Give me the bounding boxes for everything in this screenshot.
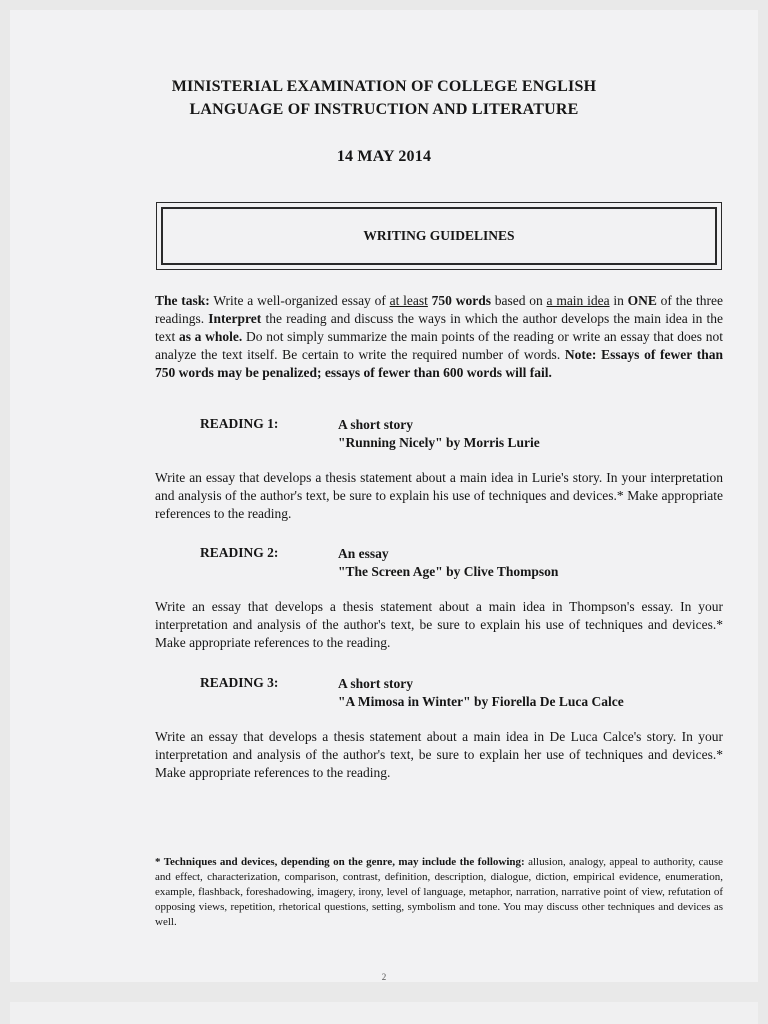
exam-title-line-1: MINISTERIAL EXAMINATION OF COLLEGE ENGLISH: [171, 78, 597, 95]
word-count-note: Note: Essays of fewer than 750 words may be penalized; essays of fewer than 600 words will fail.: [155, 347, 723, 380]
at-least-emphasis: at least: [389, 293, 428, 308]
footnote-lead: * Techniques and devices, depending on the genre, may include the following:: [155, 856, 525, 868]
reading-2-title: "The Screen Age" by Clive Thompson: [338, 564, 559, 579]
reading-3-type: A short story: [338, 676, 413, 691]
task-label: The task:: [155, 293, 210, 308]
reading-3-label: READING 3:: [200, 675, 279, 690]
footnote-body: allusion, analogy, appeal to authority, cause and effect, characterization, comparison, contrast, definition, description, dialogue, diction, empirical evidence, enumeration, example, flashback, foreshadowing, imagery, irony, level of language, metaphor, narration, narrative point of view, refutation of opposing views, repetition, rhetorical questions, setting, symbolism and tone. You may discuss other techniques and devices as well.: [155, 856, 724, 928]
reading-3-instructions: Write an essay that develops a thesis statement about a main idea in De Luca Calce's story. In your interpretation and analysis of the author's text, be sure to explain her use of techniques and devices.* Make appropriate references to the reading.: [155, 729, 723, 780]
guidelines-title: WRITING GUIDELINES: [161, 207, 717, 265]
reading-2-label: READING 2:: [200, 545, 279, 560]
reading-1-type: A short story: [338, 417, 413, 432]
reading-2-type: An essay: [338, 546, 389, 561]
reading-1-info: [338, 416, 540, 452]
reading-1-instructions: Write an essay that develops a thesis statement about a main idea in Lurie's story. In your interpretation and analysis of the author's text, be sure to explain his use of techniques and devices.* Make appropriate references to the reading.: [155, 470, 723, 521]
reading-1-label: READING 1:: [200, 416, 279, 431]
task-paragraph: The task: Write a well-organized essay of at least 750 words based on a main idea in ONE of the three readings. Interpret the reading and discuss the ways in which the author develops the main idea in the text as a whole. Do not simply summarize the main points of the reading or write an essay that does not analyze the text itself. Be certain to write the required number of words. Note: Essays of fewer than 750 words may be penalized; essays of fewer than 600 words will fail.: [155, 293, 724, 380]
main-idea-emphasis: a main idea: [546, 293, 610, 308]
reading-3-title: "A Mimosa in Winter" by Fiorella De Luca Calce: [338, 694, 624, 709]
reading-1-title: "Running Nicely" by Morris Lurie: [338, 435, 540, 450]
document-page: [10, 10, 758, 982]
reading-2-info: [338, 545, 558, 581]
exam-title-line-2: LANGUAGE OF INSTRUCTION AND LITERATURE: [189, 101, 579, 118]
exam-date: 14 MAY 2014: [336, 148, 432, 165]
page-number: 2: [381, 972, 387, 982]
next-page-edge: [10, 1002, 758, 1024]
reading-3-info: [338, 675, 624, 711]
guidelines-box: [156, 202, 722, 270]
techniques-footnote: [155, 855, 723, 930]
reading-2-instructions: Write an essay that develops a thesis statement about a main idea in Thompson's essay. In your interpretation and analysis of the author's text, be sure to explain his use of techniques and devices.* Make appropriate references to the reading.: [155, 599, 723, 650]
